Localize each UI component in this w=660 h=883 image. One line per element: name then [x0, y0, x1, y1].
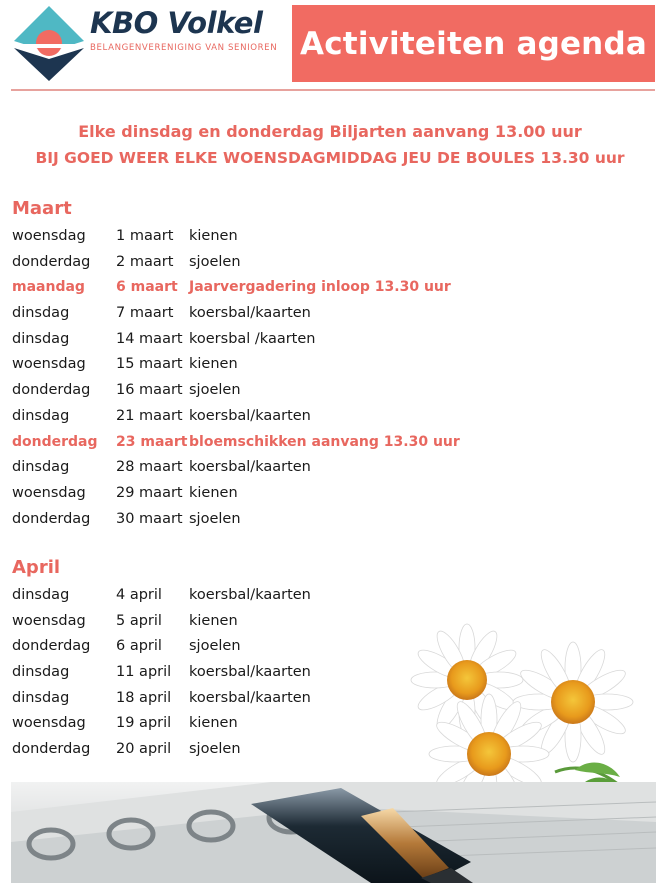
row-date: 28 maart	[116, 459, 183, 476]
row-activity: sjoelen	[189, 638, 241, 655]
row-activity: koersbal/kaarten	[189, 305, 311, 322]
row-day: dinsdag	[12, 587, 70, 603]
row-date: 16 maart	[116, 382, 183, 399]
kbo-logo-icon	[12, 4, 86, 82]
row-day: dinsdag	[12, 664, 70, 681]
row-activity: koersbal/kaarten	[189, 689, 311, 706]
row-date: 4 april	[116, 587, 162, 603]
row-date: 19 april	[116, 715, 172, 732]
header-divider	[11, 89, 655, 91]
row-day: woensdag	[12, 612, 86, 629]
header	[0, 0, 660, 92]
row-activity: sjoelen	[189, 382, 241, 399]
row-date: 6 april	[116, 638, 162, 655]
intro-line-1: Elke dinsdag en donderdag Biljarten aanvang 13.00 uur	[78, 122, 582, 141]
row-activity: koersbal/kaarten	[189, 587, 311, 603]
row-date: 2 maart	[116, 253, 174, 270]
agenda-pen-photo	[11, 782, 656, 883]
row-date: 23 maart	[116, 433, 188, 450]
row-day: donderdag	[12, 741, 91, 758]
row-activity: koersbal/kaarten	[189, 664, 311, 681]
row-activity: sjoelen	[189, 741, 241, 758]
row-date: 6 maart	[116, 279, 178, 296]
row-day: donderdag	[12, 382, 91, 399]
row-day: dinsdag	[12, 459, 70, 476]
row-day: dinsdag	[12, 330, 70, 347]
row-activity: kienen	[189, 612, 238, 629]
row-activity: kienen	[189, 228, 238, 244]
row-date: 7 maart	[116, 305, 174, 322]
row-date: 1 maart	[116, 228, 174, 244]
row-date: 5 april	[116, 612, 162, 629]
row-day: dinsdag	[12, 689, 70, 706]
row-activity: Jaarvergadering inloop 13.30 uur	[189, 279, 451, 296]
month-heading-april: April	[12, 557, 61, 578]
row-day: woensdag	[12, 715, 86, 732]
row-date: 15 maart	[116, 356, 183, 373]
row-activity: koersbal /kaarten	[189, 330, 316, 347]
row-date: 14 maart	[116, 330, 183, 347]
row-date: 29 maart	[116, 484, 183, 501]
row-day: maandag	[12, 279, 85, 296]
brand-subtitle: BELANGENVERENIGING VAN SENIOREN	[90, 43, 278, 53]
row-day: donderdag	[12, 510, 91, 527]
row-date: 20 april	[116, 741, 172, 758]
row-date: 18 april	[116, 689, 172, 706]
row-date: 21 maart	[116, 407, 183, 424]
page-title: Activiteiten agenda	[300, 25, 647, 62]
title-banner	[292, 5, 655, 82]
row-activity: kienen	[189, 715, 238, 732]
intro-line-2: BIJ GOED WEER ELKE WOENSDAGMIDDAG JEU DE BOULES 13.30 uur	[35, 149, 625, 167]
row-day: dinsdag	[12, 305, 70, 322]
row-day: donderdag	[12, 433, 98, 450]
row-activity: sjoelen	[189, 510, 241, 527]
row-date: 30 maart	[116, 510, 183, 527]
row-activity: bloemschikken aanvang 13.30 uur	[189, 433, 460, 450]
row-date: 11 april	[116, 664, 172, 681]
row-activity: kienen	[189, 356, 238, 373]
row-day: woensdag	[12, 356, 86, 373]
month-heading-maart: Maart	[12, 198, 72, 219]
row-activity: koersbal/kaarten	[189, 407, 311, 424]
brand-name: KBO Volkel	[90, 6, 263, 40]
row-activity: kienen	[189, 484, 238, 501]
row-day: donderdag	[12, 253, 91, 270]
row-day: woensdag	[12, 228, 86, 244]
row-activity: koersbal/kaarten	[189, 459, 311, 476]
row-activity: sjoelen	[189, 253, 241, 270]
row-day: dinsdag	[12, 407, 70, 424]
row-day: donderdag	[12, 638, 91, 655]
row-day: woensdag	[12, 484, 86, 501]
